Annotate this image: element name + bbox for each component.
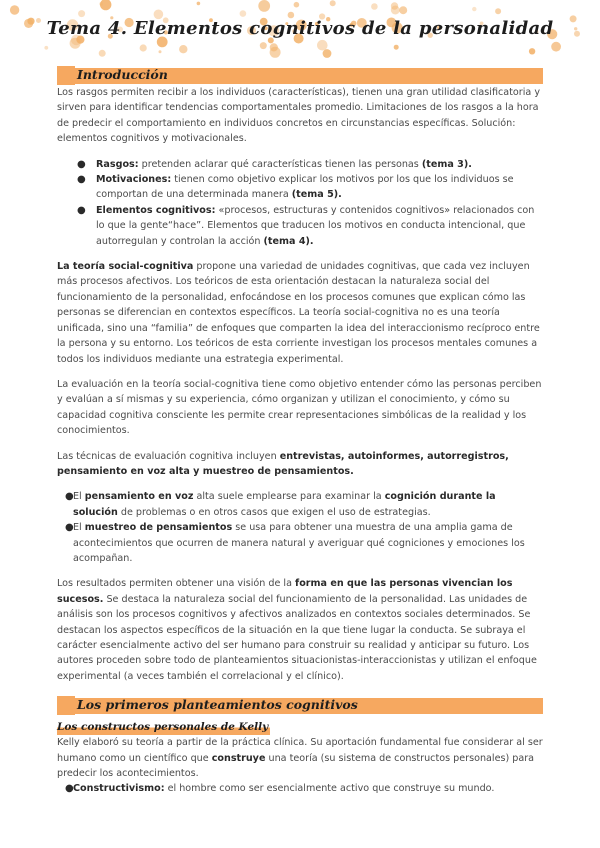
evaluation-paragraph — [57, 377, 543, 439]
text-run: se usa para obtener una muestra de una amplia gama de acontecimientos que ocurren de manera natural y averiguar qué cogniciones y emociones los acompañan. — [73, 522, 525, 564]
decorative-dot — [140, 44, 147, 51]
decorative-dot — [399, 6, 407, 14]
section-heading-primeros-planteamientos — [57, 696, 543, 715]
bold-run: muestreo de pensamientos — [84, 522, 233, 534]
decorative-dot — [44, 46, 48, 50]
section-heading-text: Los primeros planteamientos cognitivos — [77, 697, 358, 713]
list-item: ● Rasgos: pretenden aclarar qué características tienen las personas (tema 3). — [77, 158, 472, 170]
section-heading-text: Introducción — [77, 67, 168, 82]
decorative-dot — [330, 0, 336, 6]
decorative-dot — [371, 3, 378, 10]
decorative-dot — [78, 10, 85, 17]
bold-run: La teoría social-cognitiva — [57, 261, 194, 273]
decorative-dot — [99, 50, 106, 57]
text-run: Se destaca la naturaleza social del funcionamiento de la personalidad. Las unidades de análisis son los procesos cognitivos y afectivos analizados en contextos sociales determinados. Se destacan los aspectos específicos de la situación en la que tiene lugar la conducta. Se subraya el carácter esencialmente activo del ser humano para construir su realidad y anticipar su futuro. Los autores proceden sobre todo de planteamientos situacionistas-interaccionistas y utilizan el enfoque experimental (a veces también el correlacional y el clínico). — [57, 593, 537, 682]
section-heading-introduccion — [57, 66, 543, 85]
subheading-kelly: Los constructos personales de Kelly — [57, 721, 269, 734]
text-run: una teoría (su sistema de constructos personales) para predecir los acontecimientos. — [57, 752, 535, 780]
intro-paragraph — [57, 85, 543, 147]
text-run: El — [73, 522, 85, 534]
text-run: «procesos, estructuras y contenidos cognitivos» relacionados con lo que la gente“hace”. Elementos que traducen los motivos en conducta intencional, que autorregulan y controlan la acción — [96, 204, 535, 247]
decorative-dot — [10, 5, 19, 14]
bold-run: Rasgos: — [96, 158, 139, 170]
decorative-dot — [551, 42, 561, 52]
decorative-dot — [179, 45, 187, 53]
list-item: ● Elementos cognitivos: «procesos, estructuras y contenidos cognitivos» relacionados con lo que la gente“hace”. Elementos que traducen los motivos en conducta intencional, que autorregulan y controlan la acción (tema 4). — [77, 204, 535, 247]
text-run: alta suele emplearse para examinar la — [193, 491, 385, 503]
bold-run: Motivaciones: — [96, 174, 172, 186]
list-item: ● Constructivismo: el hombre como ser esencialmente activo que construye su mundo. — [65, 783, 495, 795]
bold-run: cognición durante la solución — [73, 491, 496, 518]
decorative-dot — [197, 2, 201, 6]
decorative-dot — [258, 0, 270, 12]
decorative-dot — [317, 40, 328, 51]
text-run: El — [73, 491, 85, 503]
decorative-dot — [529, 48, 535, 54]
decorative-dot — [260, 42, 267, 49]
decorative-dot — [294, 2, 300, 8]
decorative-dot — [240, 10, 247, 17]
bold-run: (tema 3). — [421, 158, 472, 170]
bold-run: pensamiento en voz — [84, 491, 194, 503]
bold-run: (tema 4). — [263, 235, 314, 247]
text-run: de problemas o en otros casos que exigen el uso de estrategias. — [117, 506, 431, 518]
text-run: Los resultados permiten obtener una visión de la — [57, 578, 296, 590]
techniques-bullet-list — [57, 489, 543, 566]
decorative-dot — [99, 2, 103, 6]
decorative-dot — [394, 45, 399, 50]
bold-run: forma en que las personas vivencian los sucesos. — [57, 578, 513, 605]
kelly-bullet-list — [57, 781, 543, 796]
results-paragraph — [57, 576, 543, 684]
decorative-dot — [472, 7, 476, 11]
intro-bullet-list — [57, 157, 543, 249]
bold-run: Constructivismo: — [73, 783, 165, 795]
text-run: Las técnicas de evaluación cognitiva incluyen — [57, 450, 280, 462]
text-run: Kelly elaboró su teoría a partir de la práctica clínica. Su aportación fundamental fue considerar al ser humano como un científico que — [57, 737, 543, 764]
text-run: Los rasgos permiten recibir a los individuos (características), tienen una gran utilidad clasificatoria y sirven para identificar tendencias comportamentales promedio. Limitaciones de los rasgos a la hora de predecir el comportamiento en individuos concretos en circunstancias específicas. Solución: elementos cognitivos y motivacionales. — [57, 87, 540, 145]
text-run: La evaluación en la teoría social-cognitiva tiene como objetivo entender cómo las personas perciben y evalúan a sí mismas y su experiencia, cómo organizan y utilizan el conocimiento, y cómo su capacidad cognitiva consciente les permite crear representaciones simbólicas de la realidad y los conocimientos. — [57, 378, 542, 437]
decorative-dot — [323, 49, 332, 58]
social-cognitive-paragraph — [57, 259, 543, 367]
list-item: ● Motivaciones: tienen como objetivo explicar los motivos por los que los individuos se comportan de una determinada manera (tema 5). — [77, 174, 514, 201]
document-body — [57, 64, 543, 797]
text-run: tienen como objetivo explicar los motivos por los que los individuos se comportan de una determinada manera — [96, 174, 514, 201]
list-item: ● El muestreo de pensamientos se usa para obtener una muestra de una amplia gama de acontecimientos que ocurren de manera natural y averiguar qué cogniciones y emociones los acompañan. — [65, 522, 525, 564]
bold-run: Elementos cognitivos: — [96, 204, 216, 216]
bold-run: entrevistas, autoinformes, autorregistros, pensamiento en voz alta y muestreo de pensamientos. — [57, 450, 509, 477]
techniques-paragraph — [57, 449, 543, 480]
bold-run: construye — [211, 752, 266, 764]
decorative-dot — [391, 6, 400, 15]
list-item: ● El pensamiento en voz alta suele emplearse para examinar la cognición durante la solución de problemas o en otros casos que exigen el uso de estrategias. — [65, 491, 496, 518]
bold-run: (tema 5). — [291, 189, 342, 201]
decorative-dot — [495, 8, 501, 14]
decorative-dot — [159, 50, 162, 53]
text-run: el hombre como ser esencialmente activo que construye su mundo. — [164, 783, 495, 795]
decorative-dot — [270, 47, 281, 58]
text-run: pretenden aclarar qué características tienen las personas — [138, 158, 422, 170]
page-title: Tema 4. Elementos cognitivos de la personalidad — [46, 18, 554, 39]
text-run: propone una variedad de unidades cognitivas, que cada vez incluyen más procesos afectivos. Los teóricos de esta orientación destacan la naturaleza social del funcionamiento de la personalidad, enfocándose en los procesos comunes que explican cómo las personas se diferencian en contextos específicos. La teoría social-cognitiva no es una teoría unificada, sino una “familia” de enfoques que comparten la idea del interaccionismo recíproco entre la persona y su entorno. Los teóricos de esta corriente investigan los procesos mentales comunes a todos los individuos mediante una estrategia experimental. — [57, 261, 540, 365]
kelly-paragraph — [57, 735, 543, 781]
